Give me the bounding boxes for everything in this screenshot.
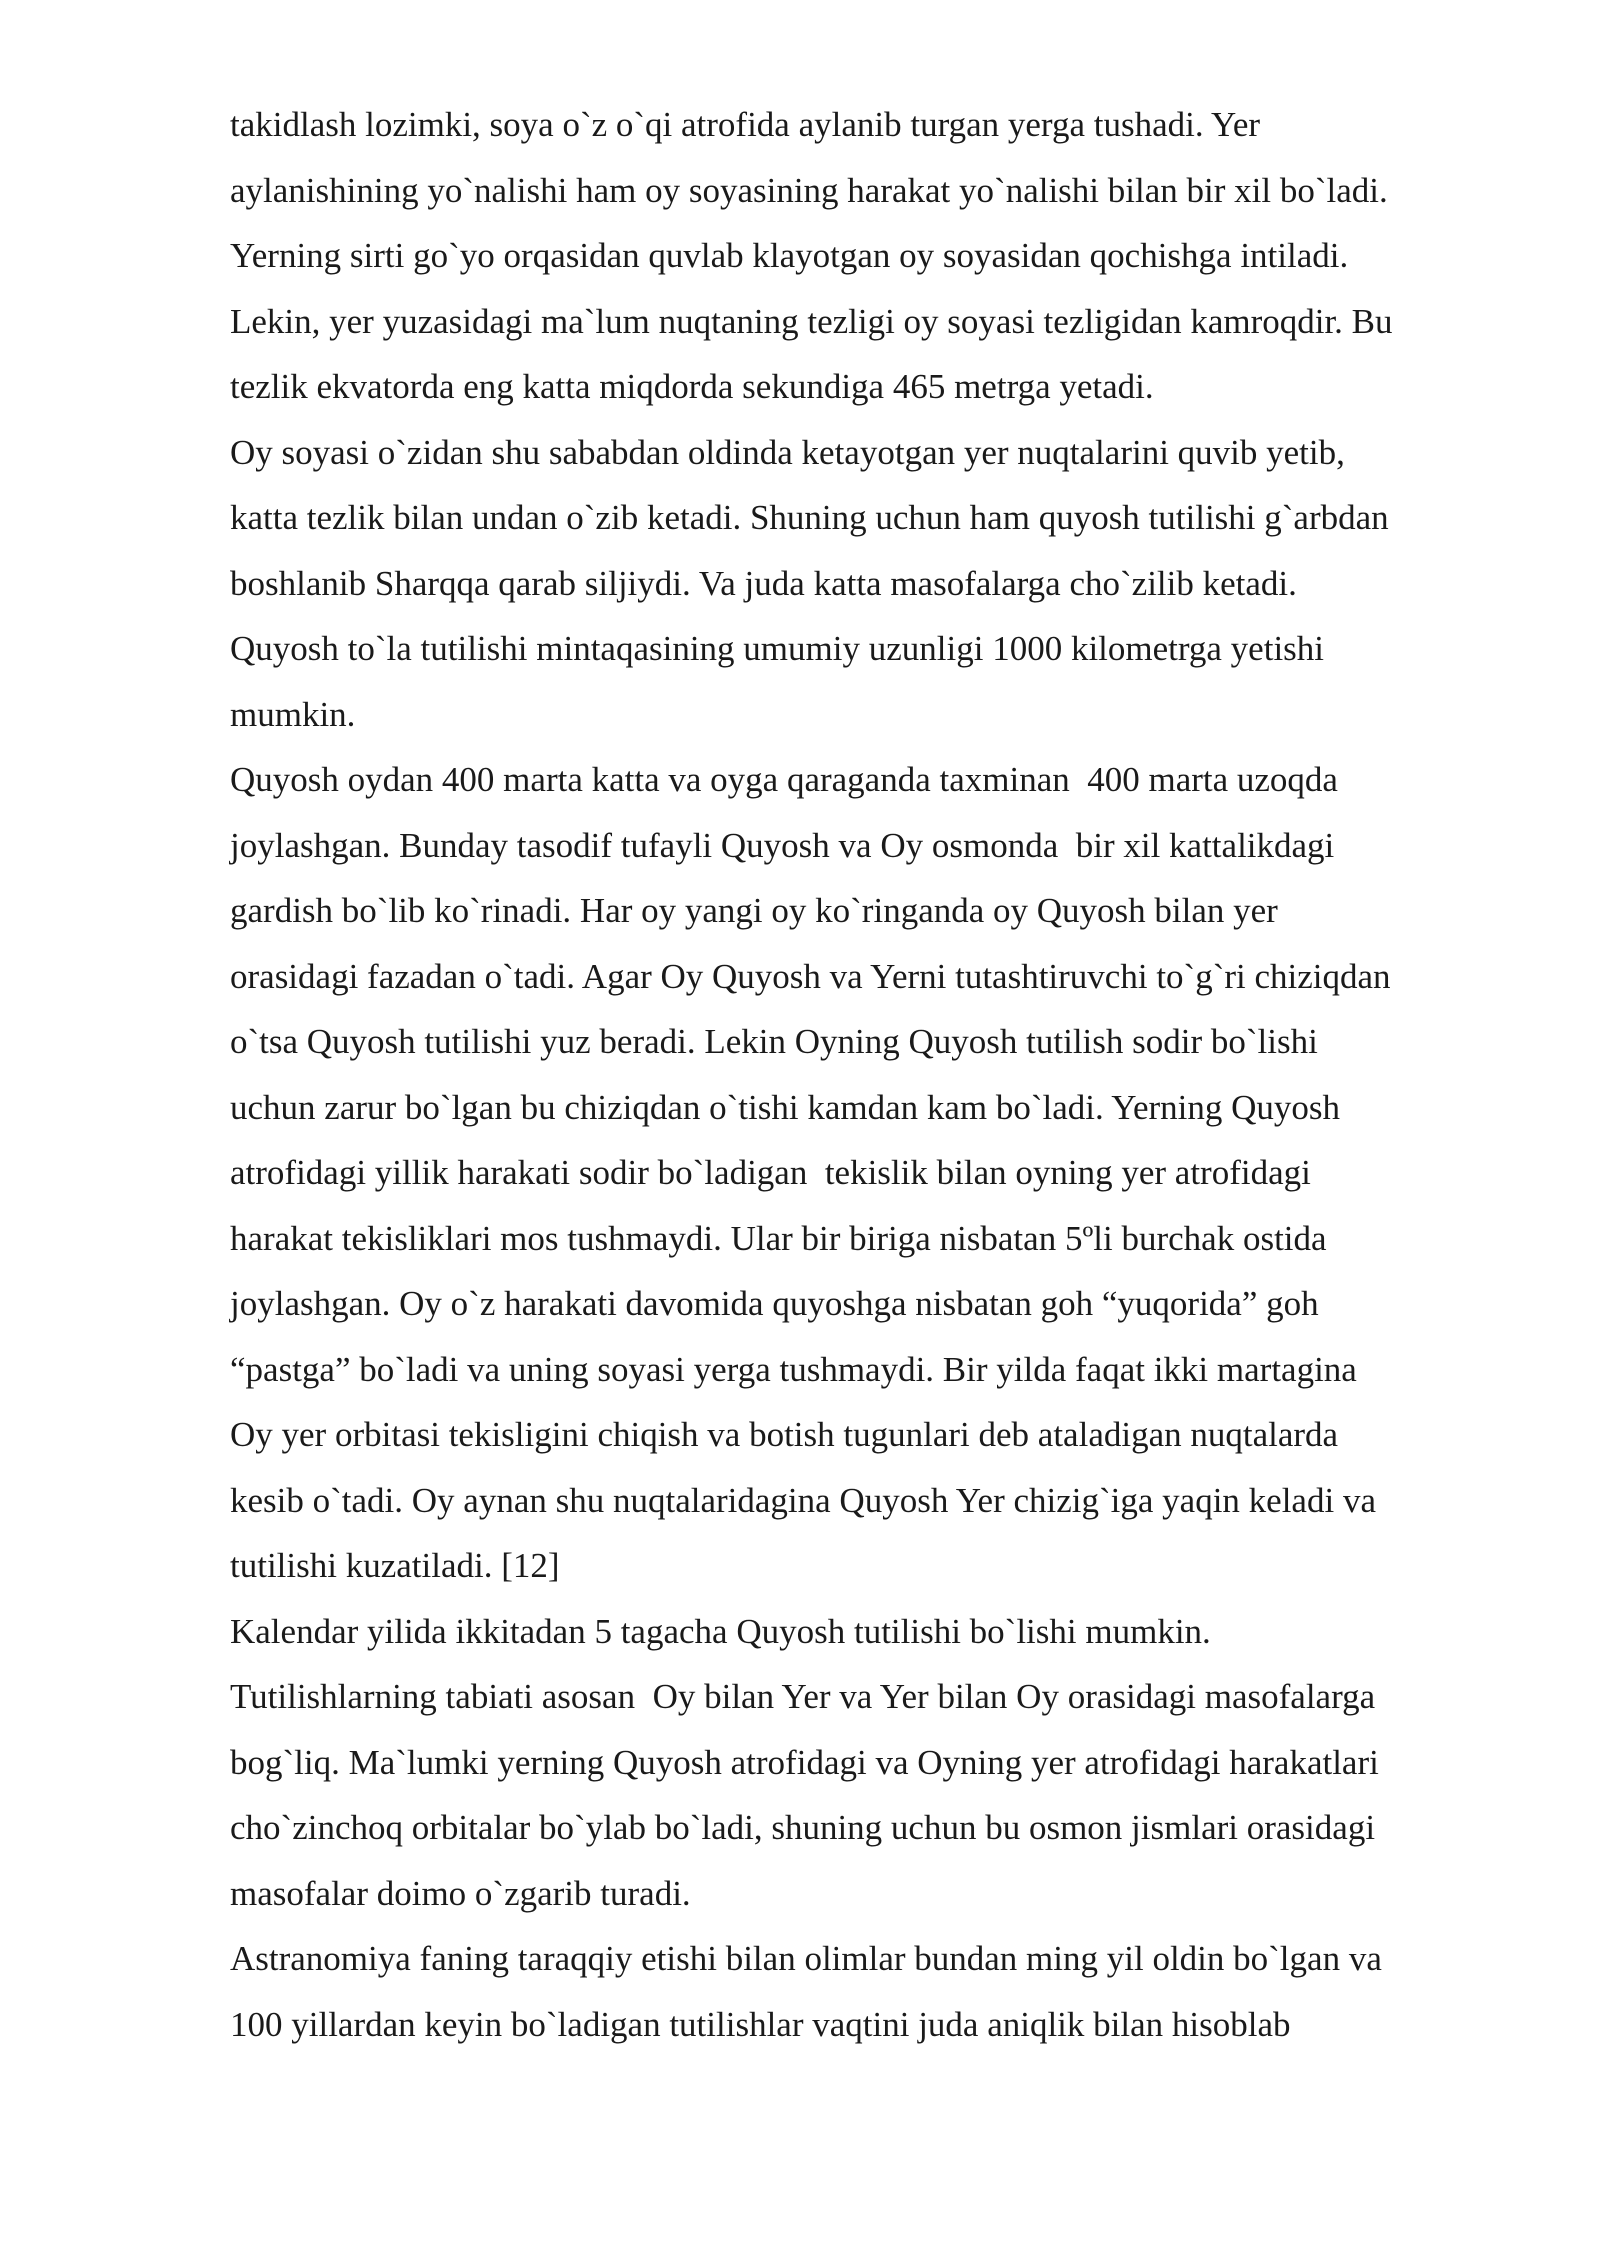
paragraph-1 (230, 92, 1530, 420)
text-line: “pastga” bo`ladi va uning soyasi yerga tushmaydi. Bir yilda faqat ikki martagina (230, 1349, 1357, 1389)
text-line: joylashgan. Oy o`z harakati davomida quyoshga nisbatan goh “yuqorida” goh (230, 1284, 1319, 1323)
paragraph-3 (230, 747, 1530, 1599)
text-line: aylanishining yo`nalishi ham oy soyasining harakat yo`nalishi bilan bir xil bo`ladi. (230, 170, 1388, 210)
text-line: gardish bo`lib ko`rinadi. Har oy yangi oy ko`ringanda oy Quyosh bilan yer (230, 891, 1278, 930)
text-line: tutilishi kuzatiladi. [12] (230, 1546, 560, 1585)
text-line: o`tsa Quyosh tutilishi yuz beradi. Lekin Oyning Quyosh tutilish sodir bo`lishi (230, 1022, 1318, 1061)
text-line: Oy yer orbitasi tekisligini chiqish va botish tugunlari deb ataladigan nuqtalarda (230, 1415, 1339, 1454)
text-line: bog`liq. Ma`lumki yerning Quyosh atrofidagi va Oyning yer atrofidagi harakatlari (230, 1742, 1379, 1782)
text-line: uchun zarur bo`lgan bu chiziqdan o`tishi kamdan kam bo`ladi. Yerning Quyosh (230, 1087, 1341, 1127)
paragraph-4 (230, 1599, 1530, 1927)
text-line: Astranomiya faning taraqqiy etishi bilan olimlar bundan ming yil oldin bo`lgan va (230, 1939, 1382, 1978)
text-line: kesib o`tadi. Oy aynan shu nuqtalaridagina Quyosh Yer chizig`iga yaqin keladi va (230, 1480, 1376, 1520)
document-page (230, 92, 1530, 2057)
text-line: Tutilishlarning tabiati asosan Oy bilan Yer va Yer bilan Oy orasidagi masofalarga (230, 1677, 1376, 1716)
text-line: atrofidagi yillik harakati sodir bo`ladigan tekislik bilan oyning yer atrofidagi (230, 1153, 1311, 1192)
text-line: joylashgan. Bunday tasodif tufayli Quyosh va Oy osmonda bir xil kattalikdagi (230, 825, 1335, 865)
text-line: tezlik ekvatorda eng katta miqdorda sekundiga 465 metrga yetadi. (230, 367, 1154, 406)
text-line: boshlanib Sharqqa qarab siljiydi. Va juda katta masofalarga cho`zilib ketadi. (230, 563, 1297, 603)
text-line: 100 yillardan keyin bo`ladigan tutilishlar vaqtini juda aniqlik bilan hisoblab (230, 2004, 1291, 2044)
text-line: katta tezlik bilan undan o`zib ketadi. Shuning uchun ham quyosh tutilishi g`arbdan (230, 498, 1389, 537)
text-line: Quyosh oydan 400 marta katta va oyga qaraganda taxminan 400 marta uzoqda (230, 760, 1338, 799)
text-line: orasidagi fazadan o`tadi. Agar Oy Quyosh va Yerni tutashtiruvchi to`g`ri chiziqdan (230, 956, 1391, 996)
paragraph-5 (230, 1926, 1530, 2057)
text-line: masofalar doimo o`zgarib turadi. (230, 1873, 691, 1913)
text-line: Oy soyasi o`zidan shu sababdan oldinda ketayotgan yer nuqtalarini quvib yetib, (230, 432, 1345, 472)
text-line: harakat tekisliklari mos tushmaydi. Ular bir biriga nisbatan 5ºli burchak ostida (230, 1218, 1327, 1258)
text-line: mumkin. (230, 694, 356, 734)
text-line: cho`zinchoq orbitalar bo`ylab bo`ladi, shuning uchun bu osmon jismlari orasidagi (230, 1808, 1376, 1847)
paragraph-2 (230, 420, 1530, 748)
text-line: Yerning sirti go`yo orqasidan quvlab klayotgan oy soyasidan qochishga intiladi. (230, 236, 1349, 275)
text-line: Kalendar yilida ikkitadan 5 tagacha Quyosh tutilishi bo`lishi mumkin. (230, 1611, 1211, 1651)
text-line: Lekin, yer yuzasidagi ma`lum nuqtaning tezligi oy soyasi tezligidan kamroqdir. Bu (230, 301, 1393, 341)
text-line: Quyosh to`la tutilishi mintaqasining umumiy uzunligi 1000 kilometrga yetishi (230, 629, 1325, 668)
text-line: takidlash lozimki, soya o`z o`qi atrofida aylanib turgan yerga tushadi. Yer (230, 105, 1261, 144)
